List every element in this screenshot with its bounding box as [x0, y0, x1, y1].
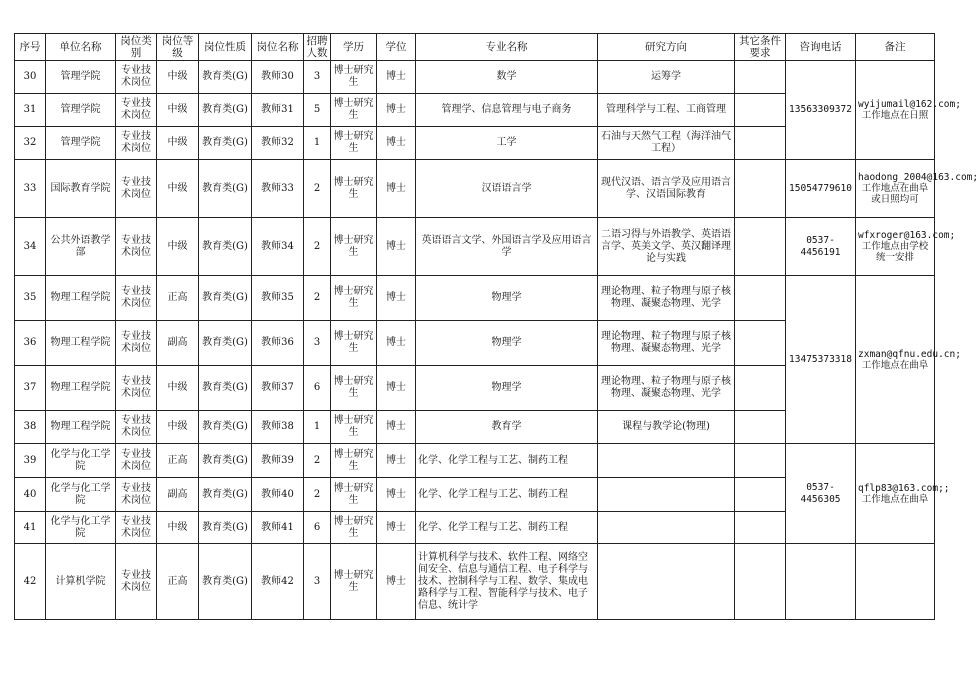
cell-count: 3: [304, 61, 331, 94]
header-education: 学历: [331, 34, 377, 61]
cell-count: 3: [304, 544, 331, 620]
table-row: [15, 544, 935, 620]
cell-count: 2: [304, 160, 331, 218]
cell-major: 计算机科学与技术、软件工程、网络空间安全、信息与通信工程、电子科学与技术、控制科学与工程、数学、集成电路科学与工程、智能科学与技术、电子信息、统计学: [416, 544, 598, 620]
cell-education: 博士研究生: [331, 94, 377, 127]
table-row: [15, 160, 935, 218]
cell-note: zxman@qfnu.edu.cn;工作地点在曲阜: [856, 276, 935, 444]
cell-post: 教师39: [252, 444, 304, 478]
cell-unit: 物理工程学院: [46, 366, 116, 411]
cell-degree: 博士: [377, 411, 416, 444]
cell-education: 博士研究生: [331, 366, 377, 411]
cell-nature: 教育类(G): [199, 512, 252, 544]
cell-category: 专业技术岗位: [116, 94, 157, 127]
cell-grade: 中级: [157, 366, 199, 411]
cell-major: 英语语言文学、外国语言学及应用语言学: [416, 218, 598, 276]
cell-research: 理论物理、粒子物理与原子核物理、凝聚态物理、光学: [598, 321, 735, 366]
cell-degree: 博士: [377, 366, 416, 411]
cell-count: 2: [304, 276, 331, 321]
header-row: [15, 34, 935, 61]
cell-post: 教师34: [252, 218, 304, 276]
header-unit: 单位名称: [46, 34, 116, 61]
cell-research: 石油与天然气工程（海洋油气工程）: [598, 127, 735, 160]
cell-post: 教师41: [252, 512, 304, 544]
cell-post: 教师40: [252, 478, 304, 512]
cell-category: 专业技术岗位: [116, 478, 157, 512]
cell-post: 教师42: [252, 544, 304, 620]
cell-research: 运筹学: [598, 61, 735, 94]
cell-other: [735, 444, 786, 478]
header-count: 招聘人数: [304, 34, 331, 61]
cell-other: [735, 478, 786, 512]
cell-unit: 管理学院: [46, 61, 116, 94]
cell-count: 2: [304, 444, 331, 478]
header-grade: 岗位等级: [157, 34, 199, 61]
cell-education: 博士研究生: [331, 321, 377, 366]
cell-education: 博士研究生: [331, 478, 377, 512]
cell-research: 现代汉语、语言学及应用语言学、汉语国际教育: [598, 160, 735, 218]
cell-degree: 博士: [377, 444, 416, 478]
cell-research: [598, 512, 735, 544]
cell-degree: 博士: [377, 512, 416, 544]
cell-degree: 博士: [377, 321, 416, 366]
cell-education: 博士研究生: [331, 61, 377, 94]
cell-major: 管理学、信息管理与电子商务: [416, 94, 598, 127]
cell-degree: 博士: [377, 544, 416, 620]
cell-category: 专业技术岗位: [116, 366, 157, 411]
table-row: [15, 444, 935, 478]
cell-degree: 博士: [377, 218, 416, 276]
cell-degree: 博士: [377, 276, 416, 321]
cell-grade: 正高: [157, 276, 199, 321]
cell-other: [735, 276, 786, 321]
cell-nature: 教育类(G): [199, 276, 252, 321]
cell-degree: 博士: [377, 61, 416, 94]
cell-grade: 副高: [157, 478, 199, 512]
cell-post: 教师36: [252, 321, 304, 366]
recruitment-table-wrapper: [14, 33, 978, 620]
cell-note: qflp83@163.com;; 工作地点在曲阜: [856, 444, 935, 544]
cell-seq: 42: [15, 544, 46, 620]
cell-degree: 博士: [377, 160, 416, 218]
cell-seq: 33: [15, 160, 46, 218]
cell-seq: 32: [15, 127, 46, 160]
cell-grade: 中级: [157, 61, 199, 94]
header-post: 岗位名称: [252, 34, 304, 61]
cell-degree: 博士: [377, 94, 416, 127]
cell-research: [598, 544, 735, 620]
cell-education: 博士研究生: [331, 544, 377, 620]
cell-research: 管理科学与工程、工商管理: [598, 94, 735, 127]
cell-unit: 计算机学院: [46, 544, 116, 620]
cell-nature: 教育类(G): [199, 61, 252, 94]
cell-major: 物理学: [416, 321, 598, 366]
cell-research: 理论物理、粒子物理与原子核物理、凝聚态物理、光学: [598, 366, 735, 411]
cell-research: 理论物理、粒子物理与原子核物理、凝聚态物理、光学: [598, 276, 735, 321]
cell-grade: 中级: [157, 160, 199, 218]
cell-unit: 国际教育学院: [46, 160, 116, 218]
cell-count: 3: [304, 321, 331, 366]
cell-research: 课程与教学论(物理): [598, 411, 735, 444]
cell-unit: 物理工程学院: [46, 276, 116, 321]
cell-grade: 中级: [157, 512, 199, 544]
cell-other: [735, 366, 786, 411]
header-phone: 咨询电话: [786, 34, 856, 61]
cell-nature: 教育类(G): [199, 544, 252, 620]
cell-grade: 正高: [157, 544, 199, 620]
cell-degree: 博士: [377, 127, 416, 160]
cell-other: [735, 94, 786, 127]
cell-research: [598, 478, 735, 512]
cell-post: 教师32: [252, 127, 304, 160]
cell-education: 博士研究生: [331, 276, 377, 321]
header-note: 备注: [856, 34, 935, 61]
cell-category: 专业技术岗位: [116, 444, 157, 478]
cell-count: 1: [304, 127, 331, 160]
cell-major: 化学、化学工程与工艺、制药工程: [416, 478, 598, 512]
cell-count: 2: [304, 478, 331, 512]
cell-count: 2: [304, 218, 331, 276]
cell-grade: 副高: [157, 321, 199, 366]
cell-other: [735, 61, 786, 94]
cell-category: 专业技术岗位: [116, 544, 157, 620]
cell-major: 教育学: [416, 411, 598, 444]
table-row: [15, 276, 935, 321]
cell-note: wyijumail@162.com; 工作地点在日照: [856, 61, 935, 160]
cell-note: haodong_2004@163.com; 工作地点在曲阜或日照均可: [856, 160, 935, 218]
cell-education: 博士研究生: [331, 127, 377, 160]
cell-count: 6: [304, 512, 331, 544]
cell-major: 数学: [416, 61, 598, 94]
cell-post: 教师30: [252, 61, 304, 94]
cell-seq: 39: [15, 444, 46, 478]
header-other: 其它条件要求: [735, 34, 786, 61]
table-row: [15, 218, 935, 276]
cell-unit: 化学与化工学院: [46, 478, 116, 512]
cell-other: [735, 127, 786, 160]
cell-grade: 中级: [157, 94, 199, 127]
cell-major: 物理学: [416, 276, 598, 321]
cell-unit: 化学与化工学院: [46, 512, 116, 544]
cell-nature: 教育类(G): [199, 321, 252, 366]
cell-education: 博士研究生: [331, 512, 377, 544]
header-major: 专业名称: [416, 34, 598, 61]
cell-count: 1: [304, 411, 331, 444]
cell-note: [856, 544, 935, 620]
cell-unit: 物理工程学院: [46, 321, 116, 366]
cell-nature: 教育类(G): [199, 478, 252, 512]
cell-phone: 0537-4456305: [786, 444, 856, 544]
cell-unit: 管理学院: [46, 94, 116, 127]
cell-seq: 36: [15, 321, 46, 366]
cell-research: 二语习得与外语教学、英语语言学、英美文学、英汉翻译理论与实践: [598, 218, 735, 276]
cell-nature: 教育类(G): [199, 127, 252, 160]
cell-unit: 公共外语教学部: [46, 218, 116, 276]
cell-seq: 40: [15, 478, 46, 512]
cell-phone: 15054779610: [786, 160, 856, 218]
cell-category: 专业技术岗位: [116, 61, 157, 94]
cell-seq: 30: [15, 61, 46, 94]
cell-nature: 教育类(G): [199, 444, 252, 478]
cell-other: [735, 411, 786, 444]
cell-nature: 教育类(G): [199, 411, 252, 444]
cell-phone: 0537-4456191: [786, 218, 856, 276]
header-category: 岗位类别: [116, 34, 157, 61]
cell-major: 化学、化学工程与工艺、制药工程: [416, 444, 598, 478]
cell-category: 专业技术岗位: [116, 321, 157, 366]
cell-unit: 物理工程学院: [46, 411, 116, 444]
cell-education: 博士研究生: [331, 411, 377, 444]
cell-seq: 41: [15, 512, 46, 544]
cell-category: 专业技术岗位: [116, 512, 157, 544]
cell-category: 专业技术岗位: [116, 411, 157, 444]
cell-nature: 教育类(G): [199, 94, 252, 127]
cell-phone: 13475373318: [786, 276, 856, 444]
cell-major: 工学: [416, 127, 598, 160]
header-nature: 岗位性质: [199, 34, 252, 61]
cell-grade: 中级: [157, 411, 199, 444]
cell-phone: [786, 544, 856, 620]
cell-grade: 中级: [157, 127, 199, 160]
cell-post: 教师33: [252, 160, 304, 218]
table-row: [15, 61, 935, 94]
cell-major: 汉语语言学: [416, 160, 598, 218]
cell-other: [735, 321, 786, 366]
cell-other: [735, 218, 786, 276]
cell-major: 物理学: [416, 366, 598, 411]
cell-note: wfxroger@163.com;工作地点由学校统一安排: [856, 218, 935, 276]
cell-count: 6: [304, 366, 331, 411]
cell-nature: 教育类(G): [199, 366, 252, 411]
cell-seq: 34: [15, 218, 46, 276]
header-research: 研究方向: [598, 34, 735, 61]
cell-research: [598, 444, 735, 478]
cell-other: [735, 544, 786, 620]
cell-seq: 38: [15, 411, 46, 444]
cell-post: 教师31: [252, 94, 304, 127]
cell-major: 化学、化学工程与工艺、制药工程: [416, 512, 598, 544]
cell-other: [735, 160, 786, 218]
cell-degree: 博士: [377, 478, 416, 512]
cell-post: 教师38: [252, 411, 304, 444]
cell-count: 5: [304, 94, 331, 127]
cell-seq: 31: [15, 94, 46, 127]
cell-post: 教师35: [252, 276, 304, 321]
cell-unit: 化学与化工学院: [46, 444, 116, 478]
cell-grade: 中级: [157, 218, 199, 276]
header-seq: 序号: [15, 34, 46, 61]
cell-nature: 教育类(G): [199, 160, 252, 218]
cell-category: 专业技术岗位: [116, 276, 157, 321]
cell-education: 博士研究生: [331, 160, 377, 218]
cell-nature: 教育类(G): [199, 218, 252, 276]
cell-category: 专业技术岗位: [116, 127, 157, 160]
recruitment-table: [14, 33, 978, 620]
cell-category: 专业技术岗位: [116, 160, 157, 218]
cell-phone: 13563309372: [786, 61, 856, 160]
cell-seq: 37: [15, 366, 46, 411]
cell-other: [735, 512, 786, 544]
cell-seq: 35: [15, 276, 46, 321]
cell-grade: 正高: [157, 444, 199, 478]
cell-unit: 管理学院: [46, 127, 116, 160]
cell-category: 专业技术岗位: [116, 218, 157, 276]
cell-education: 博士研究生: [331, 444, 377, 478]
header-degree: 学位: [377, 34, 416, 61]
cell-education: 博士研究生: [331, 218, 377, 276]
cell-post: 教师37: [252, 366, 304, 411]
